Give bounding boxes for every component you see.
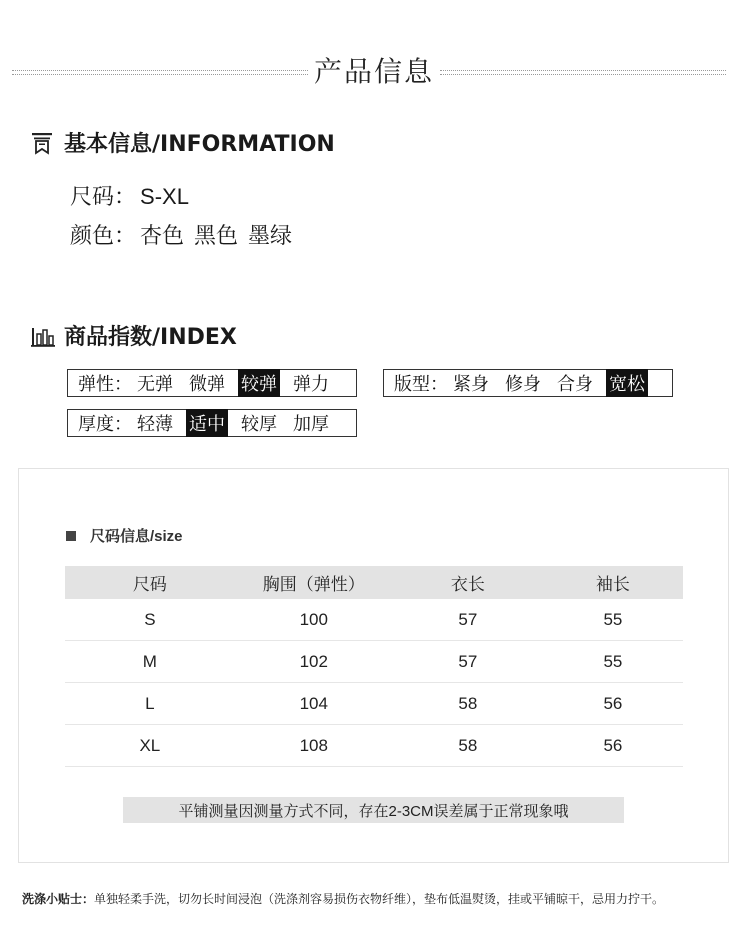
table-cell: 102 [235,641,393,683]
table-cell: 56 [543,725,683,767]
column-header: 尺码 [65,566,235,599]
color-option: 杏色 [140,223,185,248]
elasticity-index [67,369,357,397]
thickness-index [67,409,357,437]
size-range-line [70,180,189,211]
thickness-option: 较厚 [241,414,277,434]
table-cell: 57 [393,599,543,641]
fit-option-selected: 宽松 [606,369,648,397]
color-option: 黑色 [194,223,239,248]
basic-info-heading [30,125,335,159]
fit-option: 合身 [557,374,593,394]
elasticity-option: 无弹 [137,374,173,394]
fit-index [383,369,673,397]
size-info-heading [66,525,183,546]
bar-chart-icon [30,322,56,348]
care-tips [22,890,664,907]
title-divider-left [12,70,308,75]
elasticity-option: 弹力 [293,374,329,394]
color-label: 颜色： [70,223,137,248]
thickness-option: 轻薄 [137,414,173,434]
tag-list-icon [30,129,56,155]
column-header: 袖长 [543,566,683,599]
thickness-option-selected: 适中 [186,409,228,437]
index-title: 商品指数/INDEX [64,324,237,350]
table-cell: 56 [543,683,683,725]
table-cell: 55 [543,599,683,641]
table-header-row [65,566,683,599]
basic-info-title: 基本信息/INFORMATION [64,131,335,157]
elasticity-option: 微弹 [189,374,225,394]
title-divider-right [440,70,726,75]
table-cell: 104 [235,683,393,725]
column-header: 胸围（弹性） [235,566,393,599]
square-bullet-icon [66,531,76,541]
column-header: 衣长 [393,566,543,599]
index-heading [30,318,237,352]
size-info-title: 尺码信息/size [90,528,183,545]
measurement-note: 平铺测量因测量方式不同，存在2-3CM误差属于正常现象哦 [123,797,624,823]
table-cell: 58 [393,683,543,725]
size-range-label: 尺码： [70,184,137,209]
fit-option: 修身 [505,374,541,394]
color-option: 墨绿 [248,223,293,248]
care-tips-text: 单独轻柔手洗，切勿长时间浸泡（洗涤剂容易损伤衣物纤维），垫布低温熨烫，挂或平铺晾干，忌用力拧干。 [94,892,665,906]
table-cell: 55 [543,641,683,683]
table-cell: XL [65,725,235,767]
table-row [65,683,683,725]
table-row [65,725,683,767]
table-cell: 108 [235,725,393,767]
thickness-label: 厚度： [78,414,132,434]
color-line [70,219,292,250]
elasticity-label: 弹性： [78,374,132,394]
table-cell: 58 [393,725,543,767]
table-cell: 57 [393,641,543,683]
page-title: 产品信息 [313,56,434,87]
care-tips-title: 洗涤小贴士： [22,892,95,906]
table-cell: M [65,641,235,683]
thickness-option: 加厚 [293,414,329,434]
table-cell: 100 [235,599,393,641]
table-cell: S [65,599,235,641]
size-range-value: S-XL [140,184,189,209]
size-table [65,566,683,767]
elasticity-option-selected: 较弹 [238,369,280,397]
table-row [65,641,683,683]
fit-label: 版型： [394,374,448,394]
table-cell: L [65,683,235,725]
fit-option: 紧身 [453,374,489,394]
table-row [65,599,683,641]
